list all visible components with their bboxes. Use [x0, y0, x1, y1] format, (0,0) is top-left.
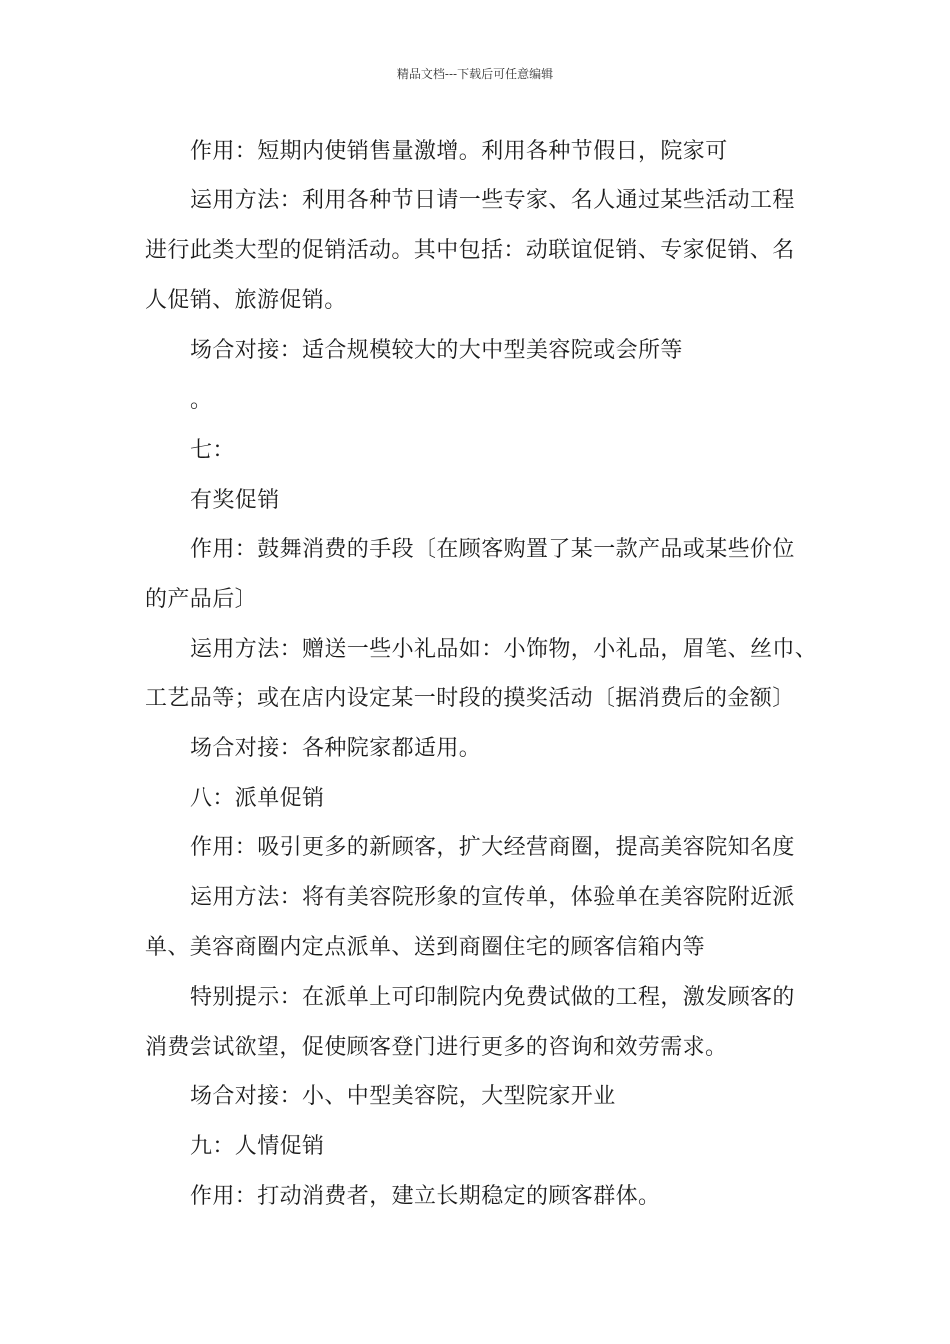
- paragraph-line: 消费尝试欲望，促使顾客登门进行更多的咨询和效劳需求。: [145, 1035, 728, 1060]
- paragraph-line: 作用：鼓舞消费的手段〔在顾客购置了某一款产品或某些价位: [190, 537, 795, 562]
- paragraph-line: 运用方法：赠送一些小礼品如：小饰物，小礼品，眉笔、丝巾、: [190, 637, 818, 662]
- section-heading: 九：人情促销: [190, 1134, 325, 1159]
- section-heading: 八：派单促销: [190, 786, 325, 811]
- paragraph-line: 场合对接：适合规模较大的大中型美容院或会所等: [190, 338, 683, 363]
- paragraph-line: 场合对接：小、中型美容院，大型院家开业: [190, 1084, 616, 1109]
- paragraph-line: 作用：吸引更多的新顾客，扩大经营商圈，提高美容院知名度: [190, 835, 795, 860]
- paragraph-line: 。: [190, 388, 213, 413]
- paragraph-line: 单、美容商圈内定点派单、送到商圈住宅的顾客信箱内等: [145, 935, 706, 960]
- paragraph-line: 进行此类大型的促销活动。其中包括：动联谊促销、专家促销、名: [145, 238, 795, 263]
- paragraph-line: 特别提示：在派单上可印制院内免费试做的工程，激发顾客的: [190, 985, 795, 1010]
- paragraph-line: 工艺品等；或在店内设定某一时段的摸奖活动〔据消费后的金额〕: [145, 686, 795, 711]
- paragraph-line: 作用：打动消费者，建立长期稳定的顾客群体。: [190, 1184, 661, 1209]
- paragraph-line: 场合对接：各种院家都适用。: [190, 736, 482, 761]
- paragraph-line: 人促销、旅游促销。: [145, 288, 347, 313]
- section-heading: 七：: [190, 438, 235, 463]
- paragraph-line: 运用方法：将有美容院形象的宣传单，体验单在美容院附近派: [190, 885, 795, 910]
- page-header: 精品文档---下载后可任意编辑: [396, 67, 554, 81]
- section-heading: 有奖促销: [190, 488, 280, 513]
- paragraph-line: 的产品后〕: [145, 587, 258, 612]
- paragraph-line: 运用方法：利用各种节日请一些专家、名人通过某些活动工程: [190, 188, 795, 213]
- paragraph-line: 作用：短期内使销售量激增。利用各种节假日，院家可: [190, 139, 728, 164]
